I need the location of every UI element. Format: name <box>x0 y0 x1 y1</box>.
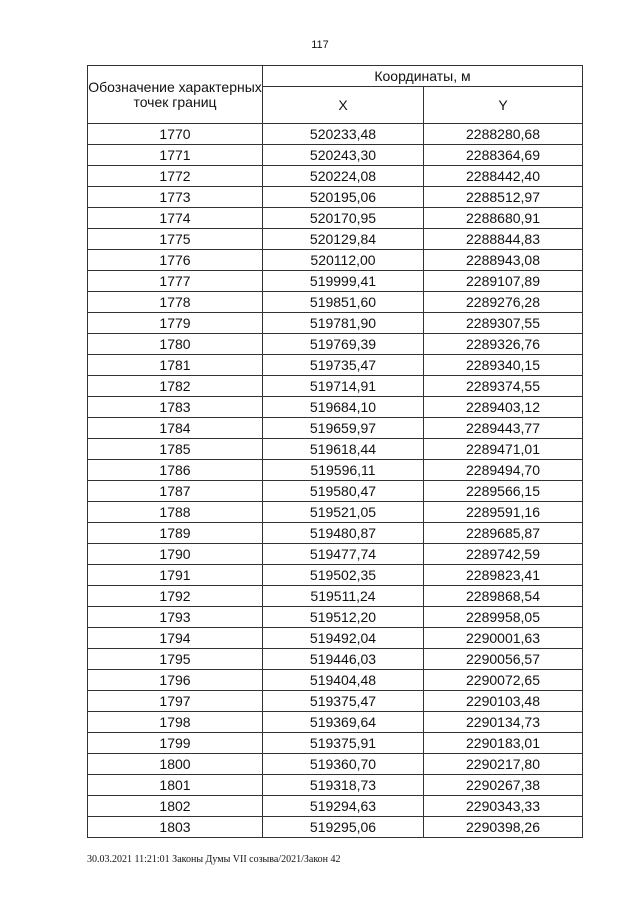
x-column-header: X <box>263 87 424 124</box>
table-row <box>88 628 583 649</box>
point-name-cell: 1781 <box>88 355 263 376</box>
x-coordinate-cell: 519618,44 <box>263 439 424 460</box>
point-name-cell: 1803 <box>88 817 263 838</box>
x-coordinate-cell: 519502,35 <box>263 565 424 586</box>
point-name-cell: 1772 <box>88 166 263 187</box>
y-coordinate-cell: 2288442,40 <box>424 166 583 187</box>
y-coordinate-cell: 2289107,89 <box>424 271 583 292</box>
y-coordinate-cell: 2288680,91 <box>424 208 583 229</box>
point-name-cell: 1777 <box>88 271 263 292</box>
y-coordinate-cell: 2289471,01 <box>424 439 583 460</box>
table-row <box>88 124 583 145</box>
table-row <box>88 376 583 397</box>
y-coordinate-cell: 2288512,97 <box>424 187 583 208</box>
point-name-cell: 1801 <box>88 775 263 796</box>
x-coordinate-cell: 519318,73 <box>263 775 424 796</box>
x-coordinate-cell: 520112,00 <box>263 250 424 271</box>
page-number: 117 <box>311 39 329 51</box>
point-name-cell: 1794 <box>88 628 263 649</box>
y-coordinate-cell: 2289823,41 <box>424 565 583 586</box>
x-coordinate-cell: 519512,20 <box>263 607 424 628</box>
y-coordinate-cell: 2288943,08 <box>424 250 583 271</box>
table-row <box>88 397 583 418</box>
y-coordinate-cell: 2290072,65 <box>424 670 583 691</box>
x-coordinate-cell: 520243,30 <box>263 145 424 166</box>
table-row <box>88 523 583 544</box>
table-row <box>88 733 583 754</box>
table-row <box>88 145 583 166</box>
table-row <box>88 712 583 733</box>
x-coordinate-cell: 519521,05 <box>263 502 424 523</box>
point-name-cell: 1802 <box>88 796 263 817</box>
point-name-cell: 1793 <box>88 607 263 628</box>
table-row <box>88 313 583 334</box>
x-coordinate-cell: 519295,06 <box>263 817 424 838</box>
table-row <box>88 229 583 250</box>
table-row <box>88 670 583 691</box>
point-name-cell: 1775 <box>88 229 263 250</box>
table-row <box>88 481 583 502</box>
point-name-cell: 1779 <box>88 313 263 334</box>
x-coordinate-cell: 519477,74 <box>263 544 424 565</box>
point-name-cell: 1786 <box>88 460 263 481</box>
point-name-cell: 1773 <box>88 187 263 208</box>
y-coordinate-cell: 2288364,69 <box>424 145 583 166</box>
table-row <box>88 607 583 628</box>
y-coordinate-cell: 2289566,15 <box>424 481 583 502</box>
point-name-cell: 1790 <box>88 544 263 565</box>
table-row <box>88 418 583 439</box>
document-footer: 30.03.2021 11:21:01 Законы Думы VII созыва/2021/Закон 42 <box>87 854 341 865</box>
y-coordinate-cell: 2289374,55 <box>424 376 583 397</box>
x-coordinate-cell: 520170,95 <box>263 208 424 229</box>
x-coordinate-cell: 519511,24 <box>263 586 424 607</box>
x-coordinate-cell: 519294,63 <box>263 796 424 817</box>
x-coordinate-cell: 519375,91 <box>263 733 424 754</box>
y-coordinate-cell: 2289403,12 <box>424 397 583 418</box>
point-name-cell: 1791 <box>88 565 263 586</box>
y-coordinate-cell: 2290001,63 <box>424 628 583 649</box>
table-row <box>88 544 583 565</box>
x-coordinate-cell: 519404,48 <box>263 670 424 691</box>
y-coordinate-cell: 2290056,57 <box>424 649 583 670</box>
point-name-cell: 1782 <box>88 376 263 397</box>
y-coordinate-cell: 2290183,01 <box>424 733 583 754</box>
point-name-cell: 1771 <box>88 145 263 166</box>
y-coordinate-cell: 2289591,16 <box>424 502 583 523</box>
x-coordinate-cell: 520224,08 <box>263 166 424 187</box>
point-name-cell: 1774 <box>88 208 263 229</box>
table-row <box>88 187 583 208</box>
y-coordinate-cell: 2289307,55 <box>424 313 583 334</box>
x-coordinate-cell: 519446,03 <box>263 649 424 670</box>
y-coordinate-cell: 2289868,54 <box>424 586 583 607</box>
point-name-cell: 1780 <box>88 334 263 355</box>
point-name-cell: 1783 <box>88 397 263 418</box>
table-row <box>88 691 583 712</box>
y-column-header: Y <box>424 87 583 124</box>
point-name-cell: 1792 <box>88 586 263 607</box>
x-coordinate-cell: 519375,47 <box>263 691 424 712</box>
point-name-cell: 1799 <box>88 733 263 754</box>
y-coordinate-cell: 2288280,68 <box>424 124 583 145</box>
y-coordinate-cell: 2290103,48 <box>424 691 583 712</box>
x-coordinate-cell: 519735,47 <box>263 355 424 376</box>
table-row <box>88 565 583 586</box>
x-coordinate-cell: 520129,84 <box>263 229 424 250</box>
point-name-cell: 1785 <box>88 439 263 460</box>
x-coordinate-cell: 519684,10 <box>263 397 424 418</box>
x-coordinate-cell: 519659,97 <box>263 418 424 439</box>
y-coordinate-cell: 2289340,15 <box>424 355 583 376</box>
x-coordinate-cell: 519492,04 <box>263 628 424 649</box>
x-coordinate-cell: 519596,11 <box>263 460 424 481</box>
y-coordinate-cell: 2289958,05 <box>424 607 583 628</box>
y-coordinate-cell: 2289276,28 <box>424 292 583 313</box>
table-row <box>88 586 583 607</box>
x-coordinate-cell: 519580,47 <box>263 481 424 502</box>
x-coordinate-cell: 520195,06 <box>263 187 424 208</box>
point-name-cell: 1798 <box>88 712 263 733</box>
y-coordinate-cell: 2290343,33 <box>424 796 583 817</box>
x-coordinate-cell: 519369,64 <box>263 712 424 733</box>
table-row <box>88 649 583 670</box>
table-row <box>88 775 583 796</box>
point-name-cell: 1770 <box>88 124 263 145</box>
point-name-cell: 1797 <box>88 691 263 712</box>
y-coordinate-cell: 2289742,59 <box>424 544 583 565</box>
y-coordinate-cell: 2290267,38 <box>424 775 583 796</box>
table-row <box>88 208 583 229</box>
point-name-cell: 1796 <box>88 670 263 691</box>
y-coordinate-cell: 2290398,26 <box>424 817 583 838</box>
table-row <box>88 754 583 775</box>
x-coordinate-cell: 519480,87 <box>263 523 424 544</box>
coordinates-table <box>87 65 583 838</box>
point-name-cell: 1776 <box>88 250 263 271</box>
point-name-cell: 1787 <box>88 481 263 502</box>
table-row <box>88 271 583 292</box>
table-row <box>88 460 583 481</box>
x-coordinate-cell: 519851,60 <box>263 292 424 313</box>
table-row <box>88 292 583 313</box>
table-row <box>88 502 583 523</box>
y-coordinate-cell: 2290134,73 <box>424 712 583 733</box>
x-coordinate-cell: 519360,70 <box>263 754 424 775</box>
point-name-cell: 1789 <box>88 523 263 544</box>
table-row <box>88 334 583 355</box>
x-coordinate-cell: 520233,48 <box>263 124 424 145</box>
y-coordinate-cell: 2289326,76 <box>424 334 583 355</box>
y-coordinate-cell: 2289443,77 <box>424 418 583 439</box>
point-name-cell: 1795 <box>88 649 263 670</box>
x-coordinate-cell: 519781,90 <box>263 313 424 334</box>
table-row <box>88 166 583 187</box>
table-row <box>88 817 583 838</box>
y-coordinate-cell: 2289685,87 <box>424 523 583 544</box>
point-name-header: Обозначение характерных точек границ <box>88 66 263 124</box>
table-body <box>88 124 583 838</box>
y-coordinate-cell: 2290217,80 <box>424 754 583 775</box>
table-row <box>88 439 583 460</box>
table-row <box>88 796 583 817</box>
table-row <box>88 250 583 271</box>
point-name-cell: 1788 <box>88 502 263 523</box>
table-row <box>88 355 583 376</box>
y-coordinate-cell: 2289494,70 <box>424 460 583 481</box>
point-name-cell: 1784 <box>88 418 263 439</box>
point-name-cell: 1800 <box>88 754 263 775</box>
x-coordinate-cell: 519714,91 <box>263 376 424 397</box>
coordinates-header: Координаты, м <box>263 66 583 87</box>
x-coordinate-cell: 519999,41 <box>263 271 424 292</box>
x-coordinate-cell: 519769,39 <box>263 334 424 355</box>
point-name-cell: 1778 <box>88 292 263 313</box>
y-coordinate-cell: 2288844,83 <box>424 229 583 250</box>
